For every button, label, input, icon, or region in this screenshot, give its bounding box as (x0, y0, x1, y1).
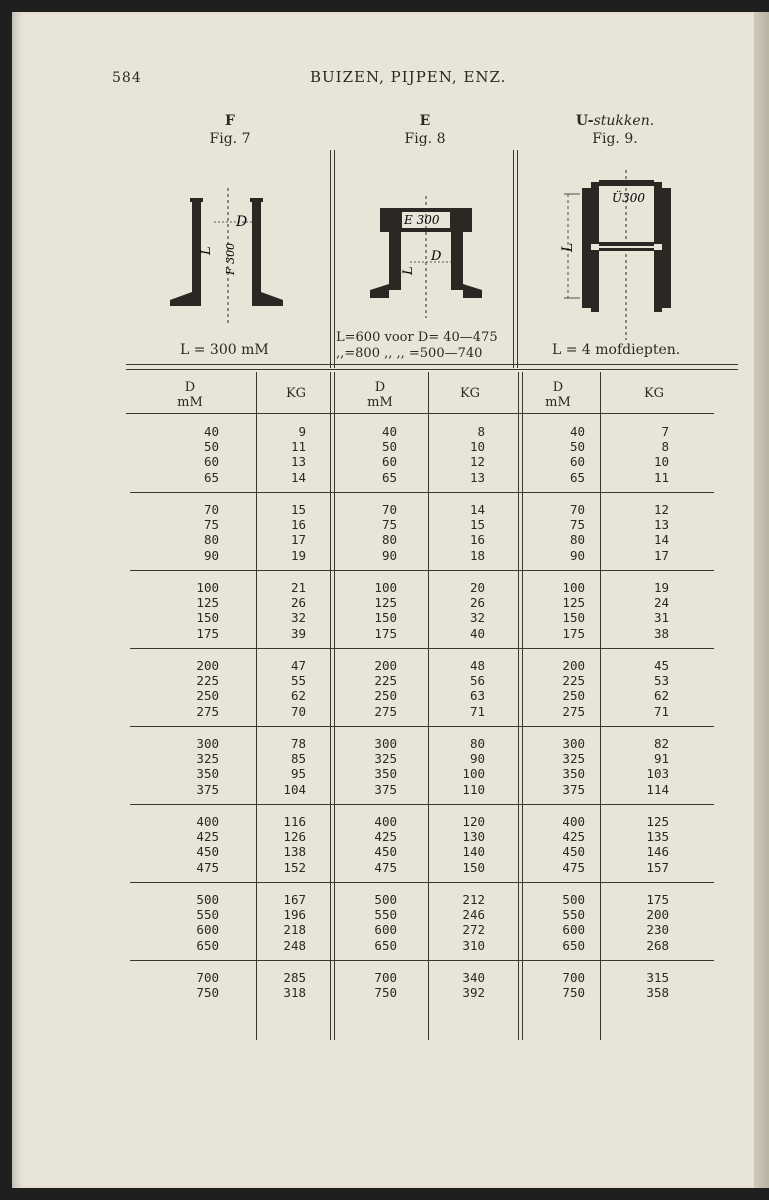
group-rule-5 (130, 804, 714, 805)
group-rule-3 (130, 648, 714, 649)
table-cell: 750 (562, 985, 585, 1001)
table-cell: 225 (562, 673, 585, 689)
table-cell: 40 (203, 424, 219, 439)
table-cell: 200 (196, 658, 219, 673)
cell-group-8-kg3 (609, 970, 669, 1000)
table-cell: 358 (646, 985, 669, 1001)
table-cell: 196 (283, 907, 306, 923)
table-cell: 40 (569, 424, 585, 439)
table-cell: 39 (290, 625, 306, 641)
table-cell: 146 (646, 844, 669, 860)
fig-divider-2a (513, 150, 514, 368)
table-cell: 425 (562, 829, 585, 845)
table-cell: 32 (469, 610, 485, 626)
col-header-d-1-unit: mM (177, 395, 203, 410)
table-cell: 152 (283, 859, 306, 875)
cell-group-8-kg1 (246, 970, 306, 1000)
table-cell: 12 (653, 502, 669, 517)
fig9-letter-suffix: stukken. (593, 113, 655, 129)
cell-group-2-d1 (159, 502, 219, 563)
table-cell: 71 (469, 703, 485, 719)
table-cell: 56 (469, 673, 485, 689)
cell-group-7-d1 (159, 892, 219, 953)
cell-group-8-kg2 (425, 970, 485, 1000)
col-header-kg-2: KG (459, 386, 481, 401)
fig-divider-1b (334, 150, 335, 368)
table-cell: 110 (462, 781, 485, 797)
fig9-mark: Ü300 (612, 191, 646, 205)
table-col-rule-5 (600, 372, 601, 1040)
table-cell: 500 (562, 892, 585, 907)
table-cell: 75 (569, 517, 585, 533)
table-cell: 475 (196, 859, 219, 875)
table-cell: 80 (569, 532, 585, 548)
table-cell: 100 (462, 766, 485, 782)
col-header-kg-3: KG (643, 386, 665, 401)
header-rule (126, 413, 714, 414)
table-cell: 200 (646, 907, 669, 923)
table-cell: 475 (562, 859, 585, 875)
fig7-mark: F 300 (224, 242, 237, 275)
table-cell: 550 (374, 907, 397, 923)
cell-group-2-d2 (337, 502, 397, 563)
table-cell: 82 (653, 736, 669, 751)
table-cell: 13 (290, 454, 306, 470)
cell-group-1-kg3 (609, 424, 669, 485)
col-header-d-1 (160, 380, 220, 410)
table-cell: 350 (196, 766, 219, 782)
fig9-caption: L = 4 mofdiepten. (552, 342, 681, 358)
fig7-letter: F (225, 113, 235, 129)
cell-group-3-d3 (525, 580, 585, 641)
table-cell: 100 (562, 580, 585, 595)
table-cell: 450 (196, 844, 219, 860)
table-cell: 90 (203, 547, 219, 563)
cell-group-7-kg1 (246, 892, 306, 953)
table-cell: 12 (469, 454, 485, 470)
table-cell: 90 (381, 547, 397, 563)
cell-group-5-d3 (525, 736, 585, 797)
cell-group-7-d2 (337, 892, 397, 953)
cell-group-4-d1 (159, 658, 219, 719)
col-header-d-3-top: D (552, 380, 564, 395)
col-header-d-2-unit: mM (367, 395, 393, 410)
table-cell: 130 (462, 829, 485, 845)
table-cell: 70 (290, 703, 306, 719)
table-cell: 275 (562, 703, 585, 719)
table-cell: 325 (196, 751, 219, 767)
cell-group-7-d3 (525, 892, 585, 953)
table-cell: 310 (462, 937, 485, 953)
group-rule-7 (130, 960, 714, 961)
table-cell: 14 (290, 469, 306, 485)
table-cell: 63 (469, 688, 485, 704)
table-cell: 16 (290, 517, 306, 533)
table-cell: 550 (562, 907, 585, 923)
table-cell: 80 (469, 736, 485, 751)
cell-group-4-kg2 (425, 658, 485, 719)
table-cell: 7 (661, 424, 669, 439)
table-cell: 375 (196, 781, 219, 797)
cell-group-3-d2 (337, 580, 397, 641)
table-cell: 150 (196, 610, 219, 626)
cell-group-3-kg3 (609, 580, 669, 641)
table-cell: 8 (477, 424, 485, 439)
cell-group-4-d2 (337, 658, 397, 719)
table-cell: 700 (562, 970, 585, 985)
table-cell: 103 (646, 766, 669, 782)
cell-group-3-kg1 (246, 580, 306, 641)
table-cell: 150 (374, 610, 397, 626)
cell-group-5-d2 (337, 736, 397, 797)
table-cell: 26 (290, 595, 306, 611)
cell-group-2-kg1 (246, 502, 306, 563)
table-cell: 230 (646, 922, 669, 938)
fig7-d-label: D (236, 214, 248, 230)
table-cell: 700 (374, 970, 397, 985)
table-cell: 100 (196, 580, 219, 595)
table-col-rule-2b (334, 372, 335, 1040)
table-cell: 248 (283, 937, 306, 953)
cell-group-7-kg3 (609, 892, 669, 953)
cell-group-6-d2 (337, 814, 397, 875)
col-header-d-2-top: D (374, 380, 386, 395)
table-cell: 400 (562, 814, 585, 829)
table-cell: 31 (653, 610, 669, 626)
cell-group-1-d3 (525, 424, 585, 485)
table-cell: 24 (653, 595, 669, 611)
table-cell: 125 (646, 814, 669, 829)
fig8-caption-line1: L=600 voor D= 40—475 (336, 330, 498, 345)
table-cell: 250 (562, 688, 585, 704)
col-header-d-1-top: D (184, 380, 196, 395)
table-cell: 600 (196, 922, 219, 938)
fig8-mark: E 300 (404, 213, 440, 227)
table-cell: 60 (381, 454, 397, 470)
table-cell: 325 (562, 751, 585, 767)
table-cell: 62 (290, 688, 306, 704)
fig8-d-label: D (431, 249, 442, 264)
fig8-caption-line2: ,,=800 ,, ,, =500—740 (336, 346, 483, 361)
table-cell: 65 (381, 469, 397, 485)
table-cell: 300 (374, 736, 397, 751)
cell-group-5-kg1 (246, 736, 306, 797)
table-cell: 285 (283, 970, 306, 985)
table-cell: 167 (283, 892, 306, 907)
table-cell: 17 (653, 547, 669, 563)
table-cell: 600 (562, 922, 585, 938)
table-cell: 100 (374, 580, 397, 595)
cell-group-8-d2 (337, 970, 397, 1000)
table-cell: 116 (283, 814, 306, 829)
cell-group-4-kg3 (609, 658, 669, 719)
cell-group-8-d3 (525, 970, 585, 1000)
table-cell: 700 (196, 970, 219, 985)
fig8-l-label: L (401, 266, 416, 275)
table-cell: 9 (298, 424, 306, 439)
table-cell: 125 (196, 595, 219, 611)
table-cell: 19 (290, 547, 306, 563)
table-cell: 26 (469, 595, 485, 611)
table-cell: 375 (562, 781, 585, 797)
table-cell: 50 (569, 439, 585, 455)
cell-group-5-d1 (159, 736, 219, 797)
table-cell: 50 (203, 439, 219, 455)
table-cell: 65 (203, 469, 219, 485)
table-cell: 340 (462, 970, 485, 985)
cell-group-6-d3 (525, 814, 585, 875)
table-col-rule-4b (522, 372, 523, 1040)
fig8-letter: E (419, 113, 431, 129)
table-cell: 55 (290, 673, 306, 689)
table-cell: 200 (374, 658, 397, 673)
table-cell: 11 (653, 469, 669, 485)
cell-group-2-kg3 (609, 502, 669, 563)
table-cell: 300 (562, 736, 585, 751)
table-cell: 17 (290, 532, 306, 548)
table-cell: 15 (469, 517, 485, 533)
table-cell: 315 (646, 970, 669, 985)
table-cell: 16 (469, 532, 485, 548)
table-cell: 60 (203, 454, 219, 470)
table-cell: 225 (374, 673, 397, 689)
table-cell: 104 (283, 781, 306, 797)
table-cell: 90 (569, 547, 585, 563)
table-cell: 650 (196, 937, 219, 953)
table-col-rule-2a (330, 372, 331, 1040)
cell-group-1-kg1 (246, 424, 306, 485)
table-cell: 75 (381, 517, 397, 533)
col-header-kg-1: KG (285, 386, 307, 401)
table-cell: 550 (196, 907, 219, 923)
cell-group-2-d3 (525, 502, 585, 563)
table-cell: 38 (653, 625, 669, 641)
table-cell: 392 (462, 985, 485, 1001)
table-cell: 10 (653, 454, 669, 470)
cell-group-6-kg2 (425, 814, 485, 875)
table-cell: 268 (646, 937, 669, 953)
table-cell: 425 (374, 829, 397, 845)
table-top-rule-2 (126, 369, 738, 370)
col-header-d-2 (350, 380, 410, 410)
table-cell: 750 (374, 985, 397, 1001)
cell-group-5-kg3 (609, 736, 669, 797)
table-cell: 500 (374, 892, 397, 907)
table-cell: 13 (653, 517, 669, 533)
table-cell: 114 (646, 781, 669, 797)
table-cell: 272 (462, 922, 485, 938)
table-cell: 85 (290, 751, 306, 767)
col-header-d-3-unit: mM (545, 395, 571, 410)
table-cell: 91 (653, 751, 669, 767)
table-cell: 71 (653, 703, 669, 719)
table-cell: 70 (381, 502, 397, 517)
fig-divider-1a (330, 150, 331, 368)
table-cell: 246 (462, 907, 485, 923)
table-cell: 32 (290, 610, 306, 626)
table-cell: 150 (462, 859, 485, 875)
table-top-rule-1 (126, 364, 738, 365)
table-cell: 70 (203, 502, 219, 517)
table-cell: 175 (196, 625, 219, 641)
table-cell: 138 (283, 844, 306, 860)
table-cell: 75 (203, 517, 219, 533)
table-cell: 53 (653, 673, 669, 689)
cell-group-4-d3 (525, 658, 585, 719)
cell-group-6-d1 (159, 814, 219, 875)
table-cell: 140 (462, 844, 485, 860)
table-cell: 600 (374, 922, 397, 938)
cell-group-6-kg3 (609, 814, 669, 875)
cell-group-2-kg2 (425, 502, 485, 563)
table-cell: 450 (562, 844, 585, 860)
cell-group-5-kg2 (425, 736, 485, 797)
cell-group-3-kg2 (425, 580, 485, 641)
table-cell: 80 (381, 532, 397, 548)
table-cell: 125 (374, 595, 397, 611)
table-col-rule-4a (518, 372, 519, 1040)
table-cell: 80 (203, 532, 219, 548)
table-cell: 14 (469, 502, 485, 517)
page-number: 584 (112, 70, 142, 86)
cell-group-1-kg2 (425, 424, 485, 485)
table-cell: 275 (374, 703, 397, 719)
table-cell: 225 (196, 673, 219, 689)
table-cell: 120 (462, 814, 485, 829)
table-cell: 275 (196, 703, 219, 719)
table-cell: 40 (381, 424, 397, 439)
fig9-letter: U- (575, 113, 594, 129)
table-cell: 300 (196, 736, 219, 751)
table-cell: 135 (646, 829, 669, 845)
cell-group-7-kg2 (425, 892, 485, 953)
table-cell: 70 (569, 502, 585, 517)
table-cell: 250 (196, 688, 219, 704)
table-cell: 150 (562, 610, 585, 626)
table-cell: 11 (290, 439, 306, 455)
table-cell: 65 (569, 469, 585, 485)
table-cell: 62 (653, 688, 669, 704)
table-cell: 318 (283, 985, 306, 1001)
cell-group-1-d1 (159, 424, 219, 485)
table-cell: 126 (283, 829, 306, 845)
table-cell: 750 (196, 985, 219, 1001)
table-cell: 400 (374, 814, 397, 829)
group-rule-2 (130, 570, 714, 571)
table-cell: 21 (290, 580, 306, 595)
table-cell: 10 (469, 439, 485, 455)
table-cell: 14 (653, 532, 669, 548)
table-cell: 375 (374, 781, 397, 797)
table-cell: 400 (196, 814, 219, 829)
table-cell: 250 (374, 688, 397, 704)
table-cell: 650 (374, 937, 397, 953)
table-cell: 212 (462, 892, 485, 907)
table-cell: 47 (290, 658, 306, 673)
group-rule-6 (130, 882, 714, 883)
table-cell: 19 (653, 580, 669, 595)
table-cell: 78 (290, 736, 306, 751)
fig7-label: Fig. 7 (209, 131, 251, 147)
table-cell: 125 (562, 595, 585, 611)
table-cell: 175 (562, 625, 585, 641)
table-cell: 500 (196, 892, 219, 907)
table-cell: 200 (562, 658, 585, 673)
fig8-label: Fig. 8 (404, 131, 446, 147)
fig7-caption: L = 300 mM (180, 342, 269, 358)
table-cell: 650 (562, 937, 585, 953)
table-cell: 18 (469, 547, 485, 563)
table-cell: 90 (469, 751, 485, 767)
group-rule-4 (130, 726, 714, 727)
table-cell: 157 (646, 859, 669, 875)
running-title: BUIZEN, PIJPEN, ENZ. (310, 68, 507, 86)
table-cell: 475 (374, 859, 397, 875)
fig7-l-label: L (199, 246, 214, 255)
table-cell: 45 (653, 658, 669, 673)
cell-group-3-d1 (159, 580, 219, 641)
table-cell: 175 (374, 625, 397, 641)
cell-group-8-d1 (159, 970, 219, 1000)
table-cell: 175 (646, 892, 669, 907)
table-cell: 350 (562, 766, 585, 782)
table-cell: 20 (469, 580, 485, 595)
cell-group-4-kg1 (246, 658, 306, 719)
table-cell: 450 (374, 844, 397, 860)
table-cell: 40 (469, 625, 485, 641)
table-cell: 60 (569, 454, 585, 470)
table-cell: 50 (381, 439, 397, 455)
table-cell: 425 (196, 829, 219, 845)
fig-divider-2b (517, 150, 518, 368)
cell-group-6-kg1 (246, 814, 306, 875)
col-header-d-3 (528, 380, 588, 410)
fig9-label: Fig. 9. (592, 131, 638, 147)
table-cell: 325 (374, 751, 397, 767)
table-cell: 15 (290, 502, 306, 517)
table-cell: 13 (469, 469, 485, 485)
table-cell: 48 (469, 658, 485, 673)
cell-group-1-d2 (337, 424, 397, 485)
table-cell: 8 (661, 439, 669, 455)
table-cell: 350 (374, 766, 397, 782)
table-cell: 218 (283, 922, 306, 938)
group-rule-1 (130, 492, 714, 493)
fig9-l-label: L (560, 242, 576, 252)
table-cell: 95 (290, 766, 306, 782)
